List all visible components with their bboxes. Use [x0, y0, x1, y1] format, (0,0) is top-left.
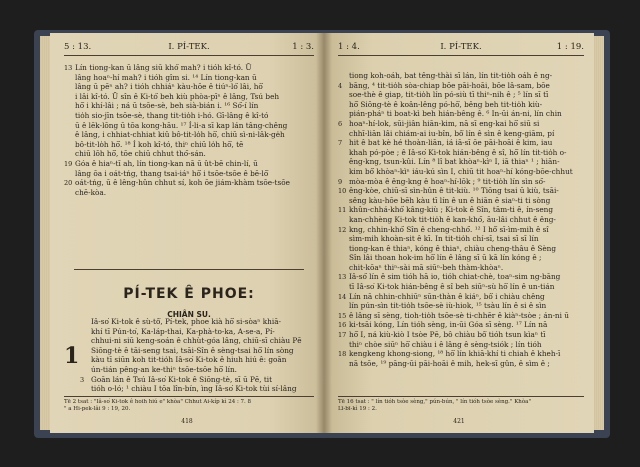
- verse-number: 17: [338, 331, 347, 340]
- line-text: Sîn lâi thoan hok-im hō͘ lín ê lâng sī ū kā lín kóng ê ;: [349, 253, 542, 263]
- line-text: bô-tit-lo̍h hō͘. ¹⁸ Í koh kî-tó, thiⁿ chiū lo̍h hō͘, tē: [75, 139, 244, 149]
- right-page-text: [338, 71, 584, 368]
- line-text: khí tī Pún-to͘, Ka-láp-thai, Ka-phà-to-ka, A-se-a, Pí-: [91, 326, 275, 336]
- left-header-title: I. PÍ-TEK.: [168, 42, 210, 52]
- text-line: [64, 121, 314, 131]
- text-line: [80, 346, 314, 356]
- line-text: ê lâng, i chhiat-chhiat kiû bô-tit-lo̍h hō͘, chiū sì-ni-lâk-ge̍h: [75, 130, 285, 140]
- verse-number: 12: [338, 225, 347, 234]
- line-text: êng-kòe, chiū-sī sìn-hûn ê tit-kiù. ¹⁰ Tiōng tsai ū kiù, tsāi-: [349, 186, 559, 196]
- line-text: hit ê bat kè hé thoàn-liān, iá iā-sī ōe pāi-hoāi ê kim, iau: [349, 138, 553, 148]
- line-text: kim bô͘ khòaⁿ-kìⁿ iáu-kú sìn I, chiū tit hoaⁿ-hí kóng-bōe-chhut: [349, 166, 573, 176]
- line-text: ki-tsāi kóng, Lín tióh sèng, in-ūi Góa sī sèng. ¹⁷ Lín nā: [349, 320, 548, 330]
- text-line: [338, 177, 584, 187]
- verse-number: 13: [338, 273, 347, 282]
- text-line: [338, 90, 584, 100]
- line-text: thiⁿ chòe siūⁿ hō͘ chiàu i ê lâng ê sèng-tsiók ; lín tióh: [349, 339, 542, 349]
- line-text: chhī-liān lâi chiám-ai iu-bîn, bô͘ lín ê sìn ê keng-giām, pí: [349, 128, 555, 138]
- verse-number: 14: [338, 292, 347, 301]
- line-text: tióh o-ló; ¹ chiàu I tōa lîn-bín, ìng Iâ-so͘ Ki-tok tùi sí-lâng: [91, 384, 297, 394]
- left-page-header: [64, 41, 314, 56]
- text-line: [338, 225, 584, 235]
- line-text: Góa ê hiaⁿ-tī ah, lín tiong-kan nā ū ût-bē chin-lí, ū: [75, 158, 258, 168]
- line-text: Lín tiong-kan ū lâng siū khó͘ mah? i tióh kî-tó. Ū: [75, 63, 252, 72]
- text-line: [338, 263, 584, 273]
- title-rule-top: [74, 269, 304, 270]
- book-title-block: [64, 269, 314, 319]
- line-text: kengkeng khong-siong, ¹⁸ hō͘ lín khiā-khí ti chiah ê kheh-ī: [349, 349, 561, 359]
- verse-number: 10: [338, 187, 347, 196]
- verse-number: 11: [338, 206, 347, 215]
- line-text: chit-kōaⁿ thiⁿ-sài mā siūⁿ-beh thàm-khòaⁿ.: [349, 262, 504, 272]
- text-line: [338, 292, 584, 302]
- book-gutter: [316, 33, 332, 433]
- verse-number: 6: [338, 119, 343, 128]
- text-line: [338, 340, 584, 350]
- verse-number: 7: [338, 139, 343, 148]
- text-line: [64, 63, 314, 73]
- line-text: tio̍h sio-jīn tsōe-sè, thang tit-tio̍h i-hó. Gī-lâng ê kî-tó: [75, 110, 269, 120]
- page-edges-right: [594, 36, 604, 430]
- left-page: [50, 33, 324, 433]
- text-line: [338, 234, 584, 244]
- footnote-line: Tē 16 tsat : " lín tióh tsòe sèng," pún-bún, " lín tióh tsòe sèng." Khòa": [338, 399, 531, 405]
- verse-number: 9: [338, 177, 343, 186]
- line-text: lâng ū pēⁿ ah? i tióh chhiáⁿ kàu-hōe ê tiúⁿ-ló͘ lâi, hō͘: [75, 82, 263, 92]
- text-line: [338, 301, 584, 311]
- line-text: khah pó-pòe ; ê Iâ-so͘ Ki-tok hián-bêng ê sî, hō͘ lín tit-tio̍h o-: [349, 147, 567, 157]
- text-line: [64, 82, 314, 92]
- right-page: [324, 33, 594, 433]
- left-footnotes: [64, 396, 314, 413]
- text-line: [338, 215, 584, 225]
- line-text: tiong koh-oáh, bat têng-thài sī lán, lín tit-tio̍h oáh ê ng-: [349, 71, 553, 80]
- line-text: chhui-ni siū keng-soán ê chhùt-góa lâng, chiū-sī chiàu Pē: [91, 336, 302, 346]
- text-line: [338, 100, 584, 110]
- line-text: chiū lōh hō͘, tōe chiū chhut thó͘-sán.: [75, 149, 206, 159]
- text-line: [338, 330, 584, 340]
- text-line: [338, 167, 584, 177]
- line-text: Lín nā chhin-chhiūⁿ sūn-thàn ê kiáⁿ, bô͘ i chiàu chêng: [349, 291, 545, 301]
- text-line: [338, 138, 584, 148]
- line-text: hō͘ i khí-lâi ; ná ū tsōe-sè, beh sià-bián i. ¹⁶ Só͘-í lín: [75, 101, 259, 111]
- right-header-verse: 1 : 19.: [556, 42, 584, 52]
- footnote-line: Tē 2 tsat : "Iâ-so͘ Ki-tok ê hoih hiú e" khòa" Chhut Ai-kíp kì 24 : 7. 8: [64, 399, 252, 405]
- text-line: [338, 253, 584, 263]
- text-line: [338, 196, 584, 206]
- line-text: pián-pháⁿ ti boat-kì beh hián-bêng ê. ⁶ In-ūi án-ni, lín chin: [349, 109, 562, 119]
- line-text: hō͘ Siōng-tè ê koân-lêng pó-hō͘, bêng beh tit-tio̍h kiù-: [349, 99, 543, 109]
- text-line: [80, 365, 314, 375]
- line-text: mòa-mòa ê êng-kng ê hoaⁿ-hí-lōk ; ⁹ tit-tio̍h lín sìn só͘-: [349, 176, 546, 186]
- text-line: [338, 272, 584, 282]
- line-text: Goān lán ê Tsú Iâ-so͘ Ki-tok ê Siōng-tè, sī ū Pē, tit: [91, 374, 273, 384]
- line-text: lâng ōa i oát-tńg, thang tsai-iáⁿ hō͘ i tsōe-tsōe ê bē-lō͘: [75, 168, 269, 178]
- verse-number: 4: [338, 81, 343, 90]
- line-text: Siōng-tè ê tāi-seng tsai, tsāi-Sîn ê sèng-tsai hō͘ lín sòng: [91, 345, 294, 355]
- line-text: lâng hoaⁿ-hí mah? i tióh gîm si. ¹⁴ Lín tiong-kan ū: [75, 72, 257, 82]
- text-line: [338, 320, 584, 330]
- right-header-chapter: 1 : 4.: [338, 42, 360, 52]
- line-text: sêng kàu-hōe bēh kàu tī lín ê un ê hiān ē siaⁿ-ti ti sòng: [349, 195, 551, 205]
- text-line: [338, 311, 584, 321]
- right-header-title: I. PÍ-TEK.: [440, 42, 482, 52]
- text-line: [338, 205, 584, 215]
- left-header-chapter: 5 : 13.: [64, 42, 92, 52]
- verse-number: 20: [64, 179, 73, 188]
- verse-number: 3: [80, 375, 85, 384]
- text-line: [338, 157, 584, 167]
- text-line: [64, 140, 314, 150]
- line-text: hō͘ I, ná kiù-kiò I tsòe Pē, bô chiàu bô͘ tióh tsun kìaⁿ tī: [349, 330, 546, 340]
- text-line: [64, 111, 314, 121]
- text-line: [338, 349, 584, 359]
- text-line: [338, 148, 584, 158]
- text-line: [338, 359, 584, 369]
- book-title: PÍ-TEK Ê PHOE:: [123, 286, 255, 302]
- verse-number: 16: [338, 321, 347, 330]
- verse-number: 13: [64, 64, 73, 72]
- left-header-verse: 1 : 3.: [292, 42, 314, 52]
- text-line: [64, 130, 314, 140]
- line-text: nā tsōe, ¹⁹ pāng-ūi pāi-hoāi ê mih, hek-sī gûn, ê sìm ê ;: [349, 358, 550, 368]
- line-text: êng-kng, tsun-kûi. Lín ⁸ lî bat khòaⁿ-kìⁿ I, iā thiaⁿ ¹ ; hiān-: [349, 157, 560, 167]
- text-line: [80, 336, 314, 346]
- line-text: kan-chhèng Ki-tok tit-tio̍h ê kan-khó͘, āu-lâi chhut ê êng-: [349, 214, 556, 224]
- text-line: [64, 149, 314, 159]
- text-line: [64, 159, 314, 169]
- text-line: [80, 384, 314, 394]
- text-line: [80, 355, 314, 365]
- line-text: soe-thè ê giap, tit-tio̍h lín pó-siù tī thiⁿ-nih ê ; ⁵ lín sī tī: [349, 90, 549, 100]
- line-text: lín pún-sìn tit-tio̍h tsōe-sè iù-hiok, ¹⁵ tsàu lín ê si ê sìn: [349, 301, 547, 311]
- line-text: Iâ-só͘ lín ê sim tióh hā io, tióh chiat-chè, toaⁿ-sim ng-bāng: [349, 272, 561, 282]
- text-line: [338, 129, 584, 139]
- right-page-number: 421: [453, 418, 465, 425]
- line-text: Iâ-so͘ Ki-tok ê sù-tô͘, Pí-tek, phoe kià hō͘ si-sòaⁿ khiā-: [91, 317, 282, 326]
- line-text: sìm-mih khoàn-sit ê kī. In tit-tio̍h chí-sī, tsai sī sī lín: [349, 234, 539, 244]
- verse-number: 19: [64, 159, 73, 168]
- line-text: tī Iâ-so͘ Ki-tok hián-bêng ê sî beh siūⁿ-sù hō͘ lín ê un-tián: [349, 282, 555, 292]
- right-footnotes: [338, 396, 584, 413]
- line-text: bāng, ⁴ tit-tio̍h sòa-chiap bōe pāi-hoāi, bōe lâ-sam, bōe: [349, 80, 550, 90]
- chapter-heading: CHIÂN SU.: [167, 310, 211, 319]
- line-text: ū ê lēk-lōng ū tōa kong-hāu. ¹⁷ Í-li-a sī kap lán tâng-chêng: [75, 120, 288, 130]
- text-line: [64, 73, 314, 83]
- text-line: [80, 317, 314, 327]
- line-text: i lâi kî-tó. Ū sîn ê Ki-tó͘ beh kiù phòa-pīⁿ ê lâng, Tsú beh: [75, 91, 280, 101]
- line-text: khûn-chhá-khó͘ kâng-kiù ; Ki-tok ê Sîn, tām-ti ê, ín-seng: [349, 205, 554, 215]
- line-text: chē-kòa.: [75, 187, 107, 197]
- line-text: ún-tián pêng-an ke-thiⁿ tsōe-tsōe hō͘ lín.: [91, 364, 238, 374]
- text-line: [338, 109, 584, 119]
- text-line: [338, 119, 584, 129]
- line-text: oát-tńg, ū ê lêng-hûn chhut sí, koh ōe jiám-khàm tsōe-tsōe: [75, 178, 290, 188]
- verse-number: 18: [338, 350, 347, 359]
- verse-number: 15: [338, 311, 347, 320]
- text-line: [64, 92, 314, 102]
- text-line: [80, 327, 314, 337]
- footnote-line: " a Hi-pek-lâi 9 : 19, 20.: [64, 406, 131, 412]
- left-page-text-top: [64, 63, 314, 197]
- chapter-number-dropcap: 1: [64, 343, 80, 369]
- left-page-number: 418: [181, 418, 193, 425]
- text-line: [338, 71, 584, 81]
- text-line: [64, 178, 314, 188]
- page-edges-left: [40, 36, 50, 430]
- text-line: [64, 101, 314, 111]
- right-page-header: [338, 41, 584, 56]
- text-line: [338, 81, 584, 91]
- line-text: tiong-kan ê thiaⁿ, kóng ê thiaⁿ, chiàu cheng-thâu ê Sèng: [349, 243, 557, 253]
- line-text: kng, chhin-khó͘ Sîn ê cheng-chhó͘. ¹² I hô͘ sī-ìm-mih ê sî: [349, 224, 549, 234]
- left-page-text-body: [80, 317, 314, 394]
- line-text: kàu tī siūn koh tit-tio̍h Iâ-so͘ Ki-tok ê hiuh hiú ê: goān: [91, 355, 287, 365]
- line-text: ê lâng sī sèng, tioh-tio̍h tsōe-sè ti-chhēr ê kiàⁿ-tsòe ; án-ni ū: [349, 310, 569, 320]
- text-line: [338, 282, 584, 292]
- text-line: [338, 244, 584, 254]
- text-line: [64, 169, 314, 179]
- footnote-line: Lī-bī-kì 19 : 2.: [338, 406, 377, 412]
- text-line: [64, 188, 314, 198]
- text-line: [338, 186, 584, 196]
- text-line: [80, 375, 314, 385]
- line-text: hoaⁿ-hí-lok, sūi-jiân hiān-kim, nā sī eng-kai hō͘ siū si: [349, 118, 540, 128]
